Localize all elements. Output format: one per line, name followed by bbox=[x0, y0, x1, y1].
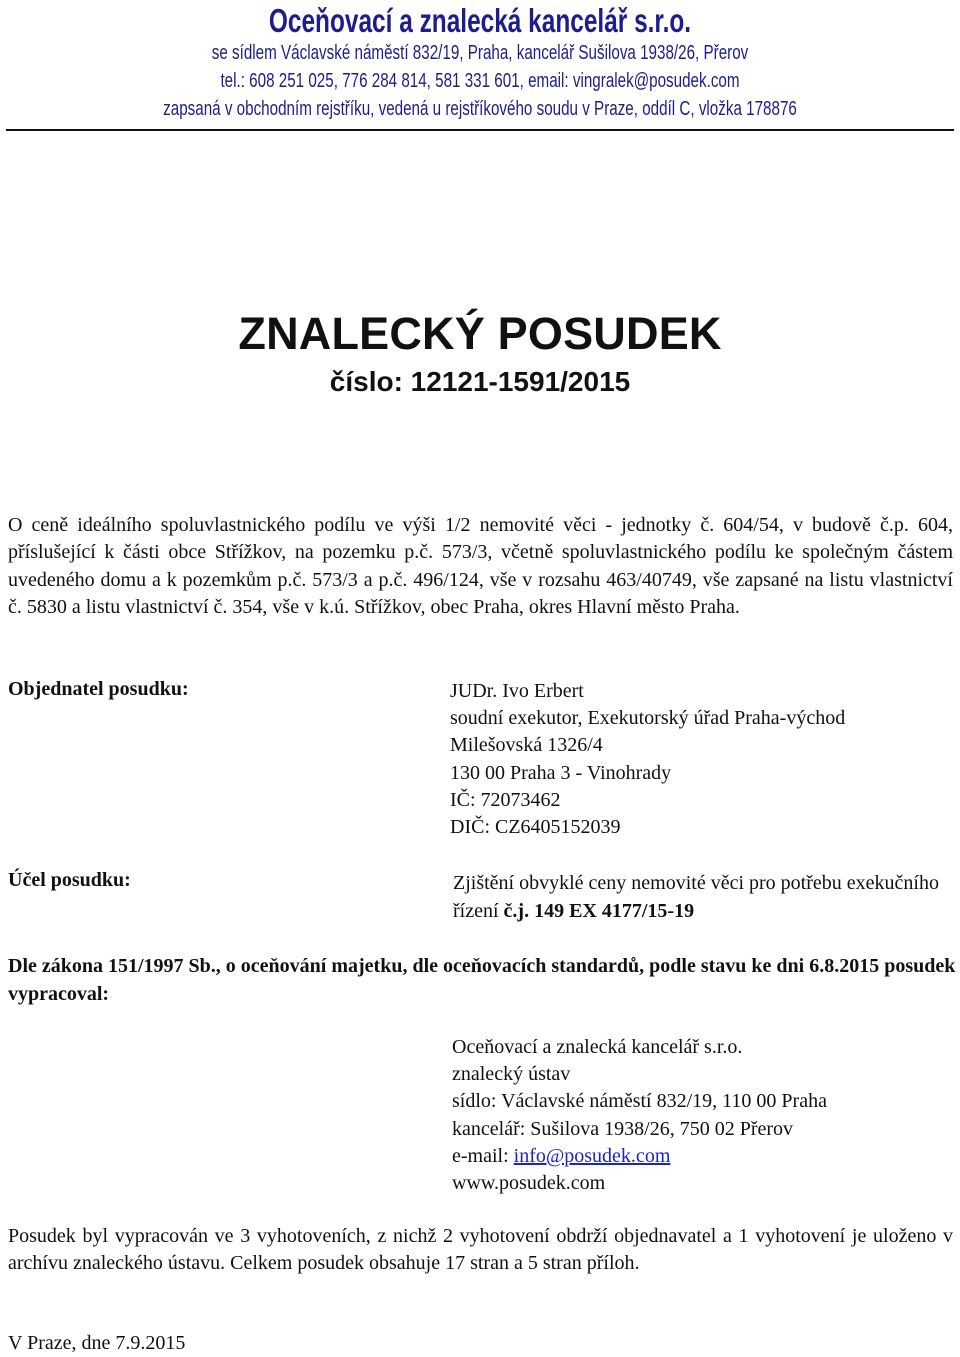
company-title: Oceňovací a znalecká kancelář s.r.o. bbox=[268, 2, 692, 39]
copies-note: Posudek byl vypracován ve 3 vyhotoveních, z nichž 2 vyhotovení obdrží objednavatel a 1 vyhotovení je uloženo v archívu znaleckého ústavu. Celkem posudek obsahuje 17 stran a 5 stran příloh. bbox=[8, 1225, 953, 1275]
purpose-text bbox=[453, 869, 953, 925]
client-ic: IČ: 72073462 bbox=[450, 788, 561, 811]
client-city: 130 00 Praha 3 - Vinohrady bbox=[450, 761, 672, 784]
client-name: JUDr. Ivo Erbert bbox=[450, 680, 584, 702]
maker-web: www.posudek.com bbox=[452, 1172, 606, 1195]
client-role: soudní exekutor, Exekutorský úřad Praha-východ bbox=[450, 707, 846, 730]
issue-date: V Praze, dne 7.9.2015 bbox=[8, 1332, 186, 1354]
maker-block bbox=[452, 1034, 827, 1197]
maker-office: kancelář: Sušilova 1938/26, 750 02 Přerov bbox=[452, 1117, 794, 1140]
company-address: se sídlem Václavské náměstí 832/19, Praha, kancelář Sušilova 1938/26, Přerov bbox=[211, 42, 749, 64]
header-divider bbox=[6, 129, 954, 131]
company-contacts: tel.: 608 251 025, 776 284 814, 581 331 601, email: vingralek@posudek.com bbox=[220, 70, 740, 92]
purpose-description: Zjištění obvyklé ceny nemovité věci pro potřebu exekučního řízení bbox=[453, 872, 939, 922]
maker-seat: sídlo: Václavské náměstí 832/19, 110 00 Praha bbox=[452, 1090, 827, 1113]
client-label: Objednatel posudku: bbox=[8, 678, 189, 700]
maker-type: znalecký ústav bbox=[452, 1063, 571, 1086]
subject-paragraph: O ceně ideálního spoluvlastnického podílu ve výši 1/2 nemovité věci - jednotky č. 604/54, v budově č.p. 604, příslušející k části obce Střížkov, na pozemku p.č. 573/3, včetně spoluvlastnického podílu ke společným částem uvedeného domu a k pozemkům p.č. 573/3 a p.č. 496/124, vše v rozsahu 463/40749, vše zapsané na listu vlastnictví č. 5830 a listu vlastnictví č. 354, vše v k.ú. Střížkov, obec Praha, okres Hlavní město Praha. bbox=[8, 514, 953, 618]
email-link[interactable]: info@posudek.com bbox=[513, 1144, 671, 1167]
maker-name: Oceňovací a znalecká kancelář s.r.o. bbox=[452, 1036, 743, 1058]
document-number: číslo: 12121-1591/2015 bbox=[329, 366, 631, 397]
client-dic: DIČ: CZ6405152039 bbox=[450, 816, 621, 839]
case-reference: č.j. 149 EX 4177/15-19 bbox=[503, 900, 695, 922]
document-title: ZNALECKÝ POSUDEK bbox=[238, 308, 722, 359]
email-label: e-mail: bbox=[452, 1144, 514, 1167]
company-registration: zapsaná v obchodním rejstříku, vedená u rejstříkového soudu v Praze, oddíl C, vložka 178876 bbox=[163, 98, 797, 120]
client-block bbox=[450, 678, 845, 841]
purpose-label: Účel posudku: bbox=[8, 869, 131, 891]
client-street: Milešovská 1326/4 bbox=[450, 734, 603, 757]
law-statement: Dle zákona 151/1997 Sb., o oceňování majetku, dle oceňovacích standardů, podle stavu ke dni 6.8.2015 posudek vypracoval: bbox=[8, 955, 956, 1005]
maker-email-line bbox=[452, 1143, 827, 1170]
